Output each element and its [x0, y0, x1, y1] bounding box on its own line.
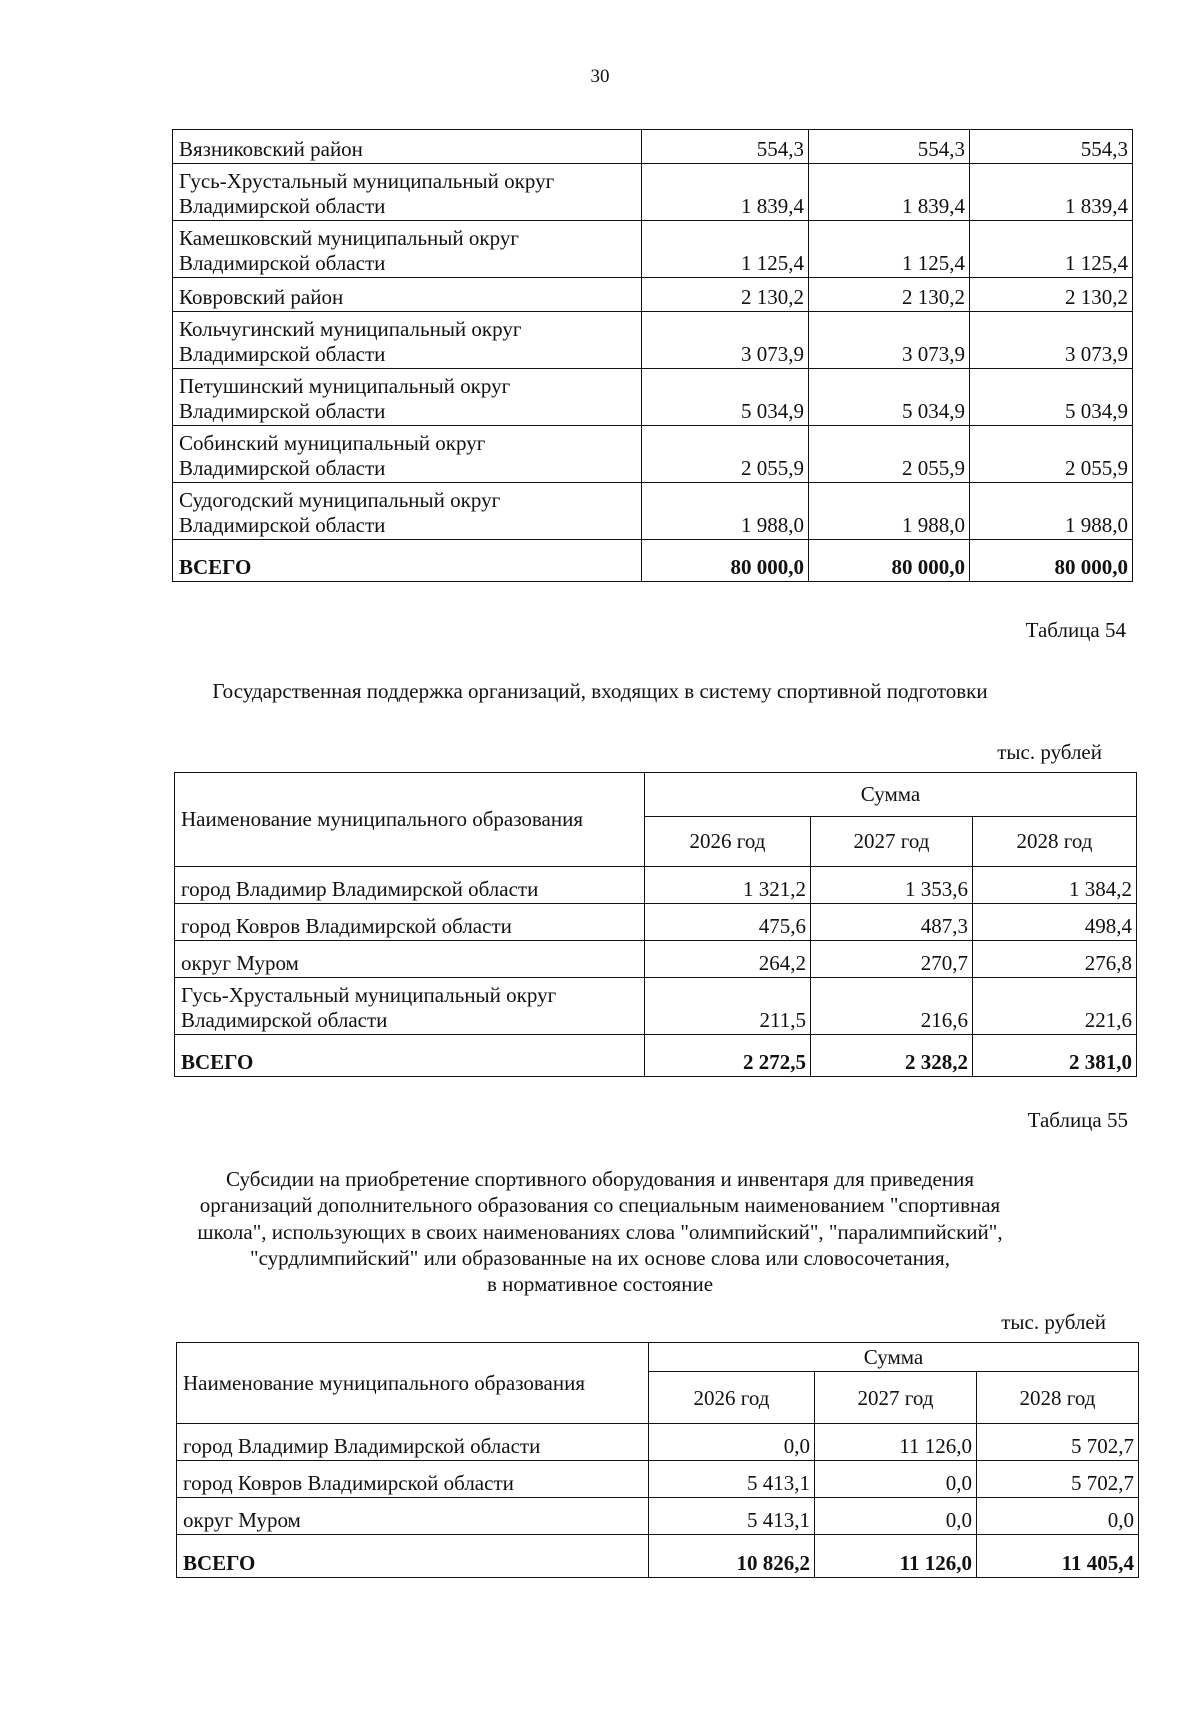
total-row [177, 1535, 1139, 1578]
value-2028: 2 055,9 [970, 426, 1133, 483]
municipality-name: город Ковров Владимирской области [177, 1461, 649, 1498]
municipality-name: Собинский муниципальный округ Владимирской области [173, 426, 642, 483]
municipality-name: округ Муром [175, 941, 645, 978]
column-header-2028: 2028 год [977, 1372, 1139, 1424]
total-2027: 80 000,0 [809, 540, 970, 582]
page-number: 30 [590, 66, 610, 87]
table-row [175, 867, 1137, 904]
table-row [175, 978, 1137, 1035]
table-54-units: тыс. рублей [997, 740, 1102, 764]
column-header-2027: 2027 год [811, 817, 973, 867]
value-2028: 221,6 [973, 978, 1137, 1035]
total-label: ВСЕГО [173, 540, 642, 582]
municipality-name: Кольчугинский муниципальный округ Владимирской области [173, 312, 642, 369]
table-row [173, 426, 1133, 483]
value-2026: 3 073,9 [642, 312, 809, 369]
table-row [175, 941, 1137, 978]
value-2026: 2 130,2 [642, 278, 809, 312]
column-header-2026: 2026 год [645, 817, 811, 867]
table-row [173, 164, 1133, 221]
value-2028: 1 988,0 [970, 483, 1133, 540]
value-2028: 1 125,4 [970, 221, 1133, 278]
municipality-name: город Ковров Владимирской области [175, 904, 645, 941]
title-line: в нормативное состояние [486, 1272, 714, 1296]
table-row [173, 312, 1133, 369]
column-header-sum: Сумма [645, 773, 1137, 817]
value-2027: 2 055,9 [809, 426, 970, 483]
municipality-name: город Владимир Владимирской области [177, 1424, 649, 1461]
total-2028: 80 000,0 [970, 540, 1133, 582]
table-55 [176, 1342, 1139, 1578]
value-2026: 211,5 [645, 978, 811, 1035]
total-row [173, 540, 1133, 582]
table-54-title: Государственная поддержка организаций, входящих в систему спортивной подготовки [212, 679, 988, 703]
value-2026: 1 321,2 [645, 867, 811, 904]
municipality-name: Камешковский муниципальный округ Владимирской области [173, 221, 642, 278]
total-2026: 80 000,0 [642, 540, 809, 582]
municipality-name: Вязниковский район [173, 130, 642, 164]
value-2028: 498,4 [973, 904, 1137, 941]
table-55-units: тыс. рублей [1001, 1310, 1106, 1334]
value-2028: 5 702,7 [977, 1424, 1139, 1461]
value-2026: 5 034,9 [642, 369, 809, 426]
value-2026: 2 055,9 [642, 426, 809, 483]
value-2028: 3 073,9 [970, 312, 1133, 369]
value-2027: 270,7 [811, 941, 973, 978]
table-row [177, 1424, 1139, 1461]
total-2027: 11 126,0 [815, 1535, 977, 1578]
column-header-name: Наименование муниципального образования [175, 773, 645, 867]
value-2027: 0,0 [815, 1461, 977, 1498]
municipality-name: округ Муром [177, 1498, 649, 1535]
value-2027: 1 839,4 [809, 164, 970, 221]
value-2027: 0,0 [815, 1498, 977, 1535]
value-2028: 554,3 [970, 130, 1133, 164]
total-2026: 2 272,5 [645, 1035, 811, 1077]
total-2026: 10 826,2 [649, 1535, 815, 1578]
table-row [173, 221, 1133, 278]
value-2027: 216,6 [811, 978, 973, 1035]
total-2028: 11 405,4 [977, 1535, 1139, 1578]
municipality-name: Гусь-Хрустальный муниципальный округ Владимирской области [173, 164, 642, 221]
table-54 [174, 772, 1137, 1077]
table-row [173, 483, 1133, 540]
table-row [177, 1461, 1139, 1498]
value-2027: 554,3 [809, 130, 970, 164]
value-2026: 1 125,4 [642, 221, 809, 278]
column-header-2028: 2028 год [973, 817, 1137, 867]
column-header-2026: 2026 год [649, 1372, 815, 1424]
table-53-continued [172, 129, 1133, 582]
table-row [173, 369, 1133, 426]
total-row [175, 1035, 1137, 1077]
value-2026: 0,0 [649, 1424, 815, 1461]
table-row [177, 1498, 1139, 1535]
title-line: Субсидии на приобретение спортивного оборудования и инвентаря для приведения [225, 1167, 974, 1191]
value-2028: 5 702,7 [977, 1461, 1139, 1498]
municipality-name: Гусь-Хрустальный муниципальный округ Владимирской области [175, 978, 645, 1035]
title-line: организаций дополнительного образования со специальным наименованием "спортивная [199, 1193, 1001, 1218]
value-2027: 3 073,9 [809, 312, 970, 369]
value-2028: 0,0 [977, 1498, 1139, 1535]
value-2028: 2 130,2 [970, 278, 1133, 312]
total-label: ВСЕГО [177, 1535, 649, 1578]
municipality-name: Петушинский муниципальный округ Владимирской области [173, 369, 642, 426]
value-2027: 11 126,0 [815, 1424, 977, 1461]
table-row [173, 278, 1133, 312]
value-2026: 5 413,1 [649, 1498, 815, 1535]
municipality-name: город Владимир Владимирской области [175, 867, 645, 904]
column-header-2027: 2027 год [815, 1372, 977, 1424]
table-54-label: Таблица 54 [1025, 618, 1126, 642]
municipality-name: Судогодский муниципальный округ Владимирской области [173, 483, 642, 540]
value-2027: 1 125,4 [809, 221, 970, 278]
value-2027: 5 034,9 [809, 369, 970, 426]
value-2028: 1 384,2 [973, 867, 1137, 904]
table-55-label: Таблица 55 [1027, 1108, 1128, 1132]
value-2026: 5 413,1 [649, 1461, 815, 1498]
value-2026: 554,3 [642, 130, 809, 164]
value-2028: 276,8 [973, 941, 1137, 978]
column-header-sum: Сумма [649, 1343, 1139, 1372]
total-2027: 2 328,2 [811, 1035, 973, 1077]
table-55-title [0, 1166, 1200, 1297]
total-2028: 2 381,0 [973, 1035, 1137, 1077]
value-2026: 1 988,0 [642, 483, 809, 540]
value-2027: 2 130,2 [809, 278, 970, 312]
value-2026: 1 839,4 [642, 164, 809, 221]
municipality-name: Ковровский район [173, 278, 642, 312]
value-2028: 1 839,4 [970, 164, 1133, 221]
title-line: "сурдлимпийский" или образованные на их основе слова или словосочетания, [250, 1245, 950, 1270]
value-2027: 1 988,0 [809, 483, 970, 540]
value-2027: 1 353,6 [811, 867, 973, 904]
value-2026: 475,6 [645, 904, 811, 941]
title-line: школа", использующих в своих наименованиях слова "олимпийский", "паралимпийский", [197, 1219, 1003, 1244]
value-2026: 264,2 [645, 941, 811, 978]
value-2028: 5 034,9 [970, 369, 1133, 426]
total-label: ВСЕГО [175, 1035, 645, 1077]
column-header-name: Наименование муниципального образования [177, 1343, 649, 1424]
table-row [173, 130, 1133, 164]
value-2027: 487,3 [811, 904, 973, 941]
table-row [175, 904, 1137, 941]
